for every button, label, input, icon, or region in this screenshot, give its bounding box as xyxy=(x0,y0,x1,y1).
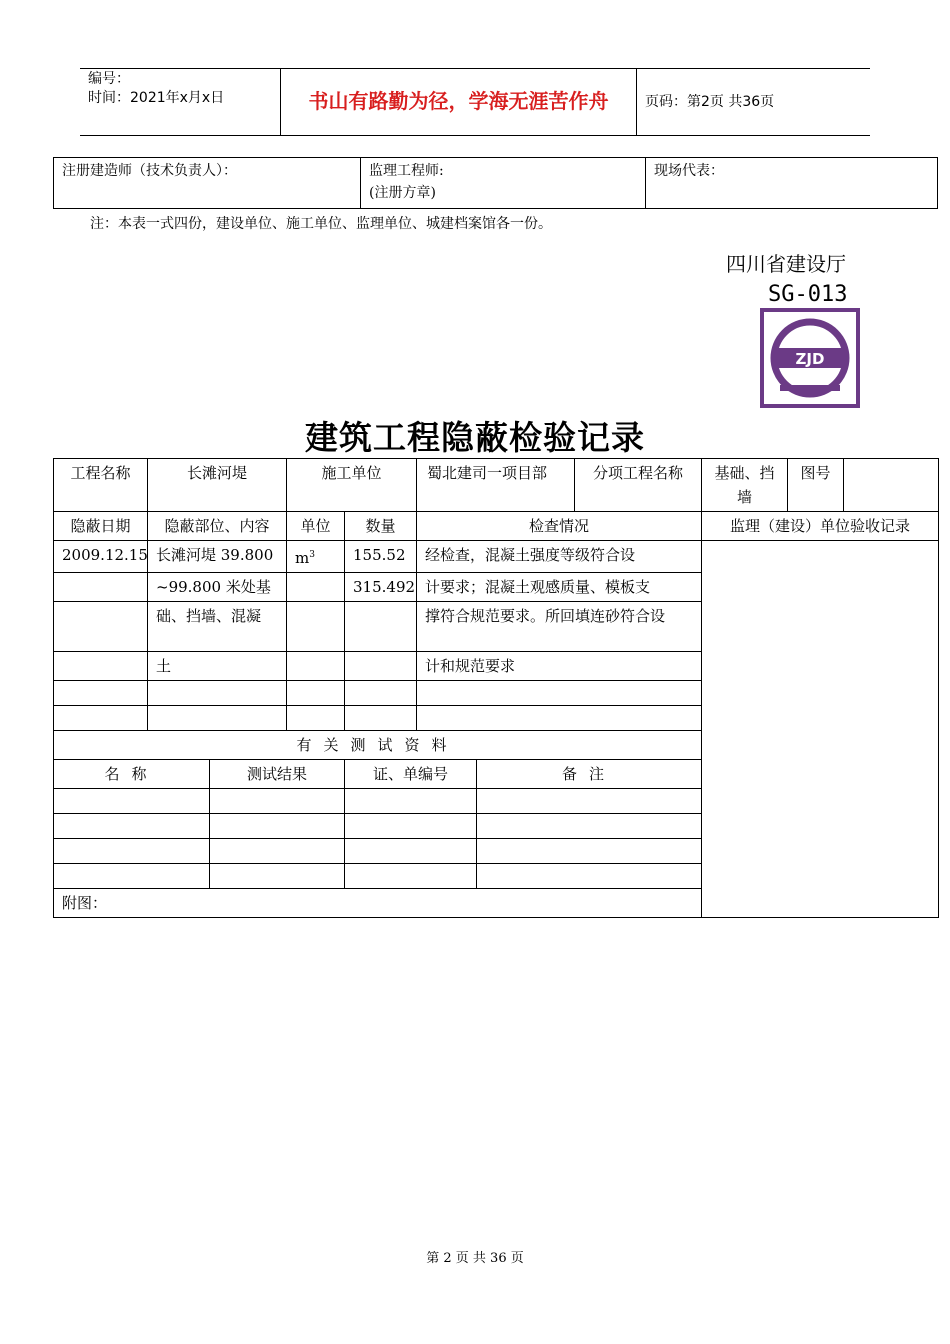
row-0-unit-sup: 3 xyxy=(309,550,315,560)
row-1-qty: 315.492 xyxy=(345,573,417,602)
tests-col-result: 测试结果 xyxy=(210,760,345,789)
site-rep-label: 现场代表： xyxy=(654,163,724,179)
builder-label: 注册建造师（技术负责人）： xyxy=(62,163,237,179)
col-date: 隐蔽日期 xyxy=(54,512,148,541)
footer-page-number: 第 2 页 共 36 页 xyxy=(426,1251,524,1266)
date-line: 时间：2021年x月x日 xyxy=(88,90,225,106)
row-0-qty: 155.52 xyxy=(345,541,417,573)
col-location: 隐蔽部位、内容 xyxy=(148,512,287,541)
drawing-no-value xyxy=(844,459,939,512)
row-0-unit-text: m xyxy=(295,549,310,567)
tests-row-0-result xyxy=(210,789,345,814)
contractor-label: 施工单位 xyxy=(287,459,417,512)
tests-row-1-name xyxy=(54,814,210,839)
row-2-date xyxy=(54,602,148,652)
tests-row-1-cert xyxy=(345,814,477,839)
site-rep-cell xyxy=(646,158,938,209)
row-0-date: 2009.12.15 xyxy=(54,541,148,573)
col-unit: 单位 xyxy=(287,512,345,541)
row-4-date xyxy=(54,681,148,706)
zjd-logo-mark xyxy=(760,308,860,408)
row-4-unit xyxy=(287,681,345,706)
row-1-inspection: 计要求；混凝土观感质量、模板支 xyxy=(417,573,702,602)
issuer-name: 四川省建设厅 xyxy=(726,252,846,276)
header-left-cell xyxy=(80,69,281,136)
tests-row-2-cert xyxy=(345,839,477,864)
tests-col-cert: 证、单编号 xyxy=(345,760,477,789)
row-4-inspection xyxy=(417,681,702,706)
distribution-note: 注：本表一式四份，建设单位、施工单位、监理单位、城建档案馆各一份。 xyxy=(90,216,552,232)
tests-col-remark: 备注 xyxy=(477,760,702,789)
row-3-location: 土 xyxy=(148,652,287,681)
tests-row-2-remark xyxy=(477,839,702,864)
row-5-inspection xyxy=(417,706,702,731)
attachment-row: 附图： xyxy=(54,889,939,918)
row-2-location: 础、挡墙、混凝 xyxy=(148,602,287,652)
row-5-date xyxy=(54,706,148,731)
motto-text: 书山有路勤为径，学海无涯苦作舟 xyxy=(308,89,609,113)
signature-block xyxy=(53,157,938,209)
acceptance-record-cell xyxy=(702,541,939,918)
tests-col-name: 名称 xyxy=(54,760,210,789)
row-3-unit xyxy=(287,652,345,681)
builder-signature-cell xyxy=(54,158,361,209)
col-inspection: 检查情况 xyxy=(417,512,702,541)
row-2-unit xyxy=(287,602,345,652)
form-title: 建筑工程隐蔽检验记录 xyxy=(305,418,645,457)
row-5-location xyxy=(148,706,287,731)
form-code: SG-013 xyxy=(768,282,848,307)
row-2-qty xyxy=(345,602,417,652)
number-label: 编号： xyxy=(88,71,130,87)
row-2-inspection: 撑符合规范要求。所回填连砂符合设 xyxy=(417,602,702,652)
logo-lettering: ZJD xyxy=(795,350,825,368)
row-3-inspection: 计和规范要求 xyxy=(417,652,702,681)
supervisor-label: 监理工程师: xyxy=(369,163,444,179)
tests-row-0-cert xyxy=(345,789,477,814)
tests-row-1-remark xyxy=(477,814,702,839)
supervisor-seal: (注册方章) xyxy=(369,185,436,201)
tests-row-2-name xyxy=(54,839,210,864)
subproject-value: 基础、挡墙 xyxy=(702,459,788,512)
row-0-unit xyxy=(287,541,345,573)
page-code: 页码：第2页 共36页 xyxy=(645,94,775,110)
tests-row-3-remark xyxy=(477,864,702,889)
tests-row-2-result xyxy=(210,839,345,864)
subproject-label: 分项工程名称 xyxy=(575,459,702,512)
supervisor-signature-cell xyxy=(361,158,646,209)
record-table-wrap xyxy=(53,458,939,918)
row-1-date xyxy=(54,573,148,602)
contractor-value: 蜀北建司一项目部 xyxy=(417,459,575,512)
header-band xyxy=(80,68,870,136)
row-0-location: 长滩河堤 39.800 xyxy=(148,541,287,573)
row-3-qty xyxy=(345,652,417,681)
tests-row-1-result xyxy=(210,814,345,839)
row-4-location xyxy=(148,681,287,706)
row-4-qty xyxy=(345,681,417,706)
col-acceptance: 监理（建设）单位验收记录 xyxy=(702,512,939,541)
tests-row-3-cert xyxy=(345,864,477,889)
row-1-unit xyxy=(287,573,345,602)
zjd-logo xyxy=(760,308,860,408)
motto-cell xyxy=(281,69,637,136)
tests-section-title: 有关测试资料 xyxy=(54,731,702,760)
record-table xyxy=(53,458,939,918)
project-name-value: 长滩河堤 xyxy=(148,459,287,512)
tests-row-0-remark xyxy=(477,789,702,814)
tests-row-3-name xyxy=(54,864,210,889)
row-1-location: ~99.800 米处基 xyxy=(148,573,287,602)
tests-row-3-result xyxy=(210,864,345,889)
row-3-date xyxy=(54,652,148,681)
project-name-label: 工程名称 xyxy=(54,459,148,512)
page-code-cell xyxy=(637,69,871,136)
col-qty: 数量 xyxy=(345,512,417,541)
row-0-inspection: 经检查，混凝土强度等级符合设 xyxy=(417,541,702,573)
tests-row-0-name xyxy=(54,789,210,814)
row-5-unit xyxy=(287,706,345,731)
row-5-qty xyxy=(345,706,417,731)
drawing-no-label: 图号 xyxy=(788,459,844,512)
